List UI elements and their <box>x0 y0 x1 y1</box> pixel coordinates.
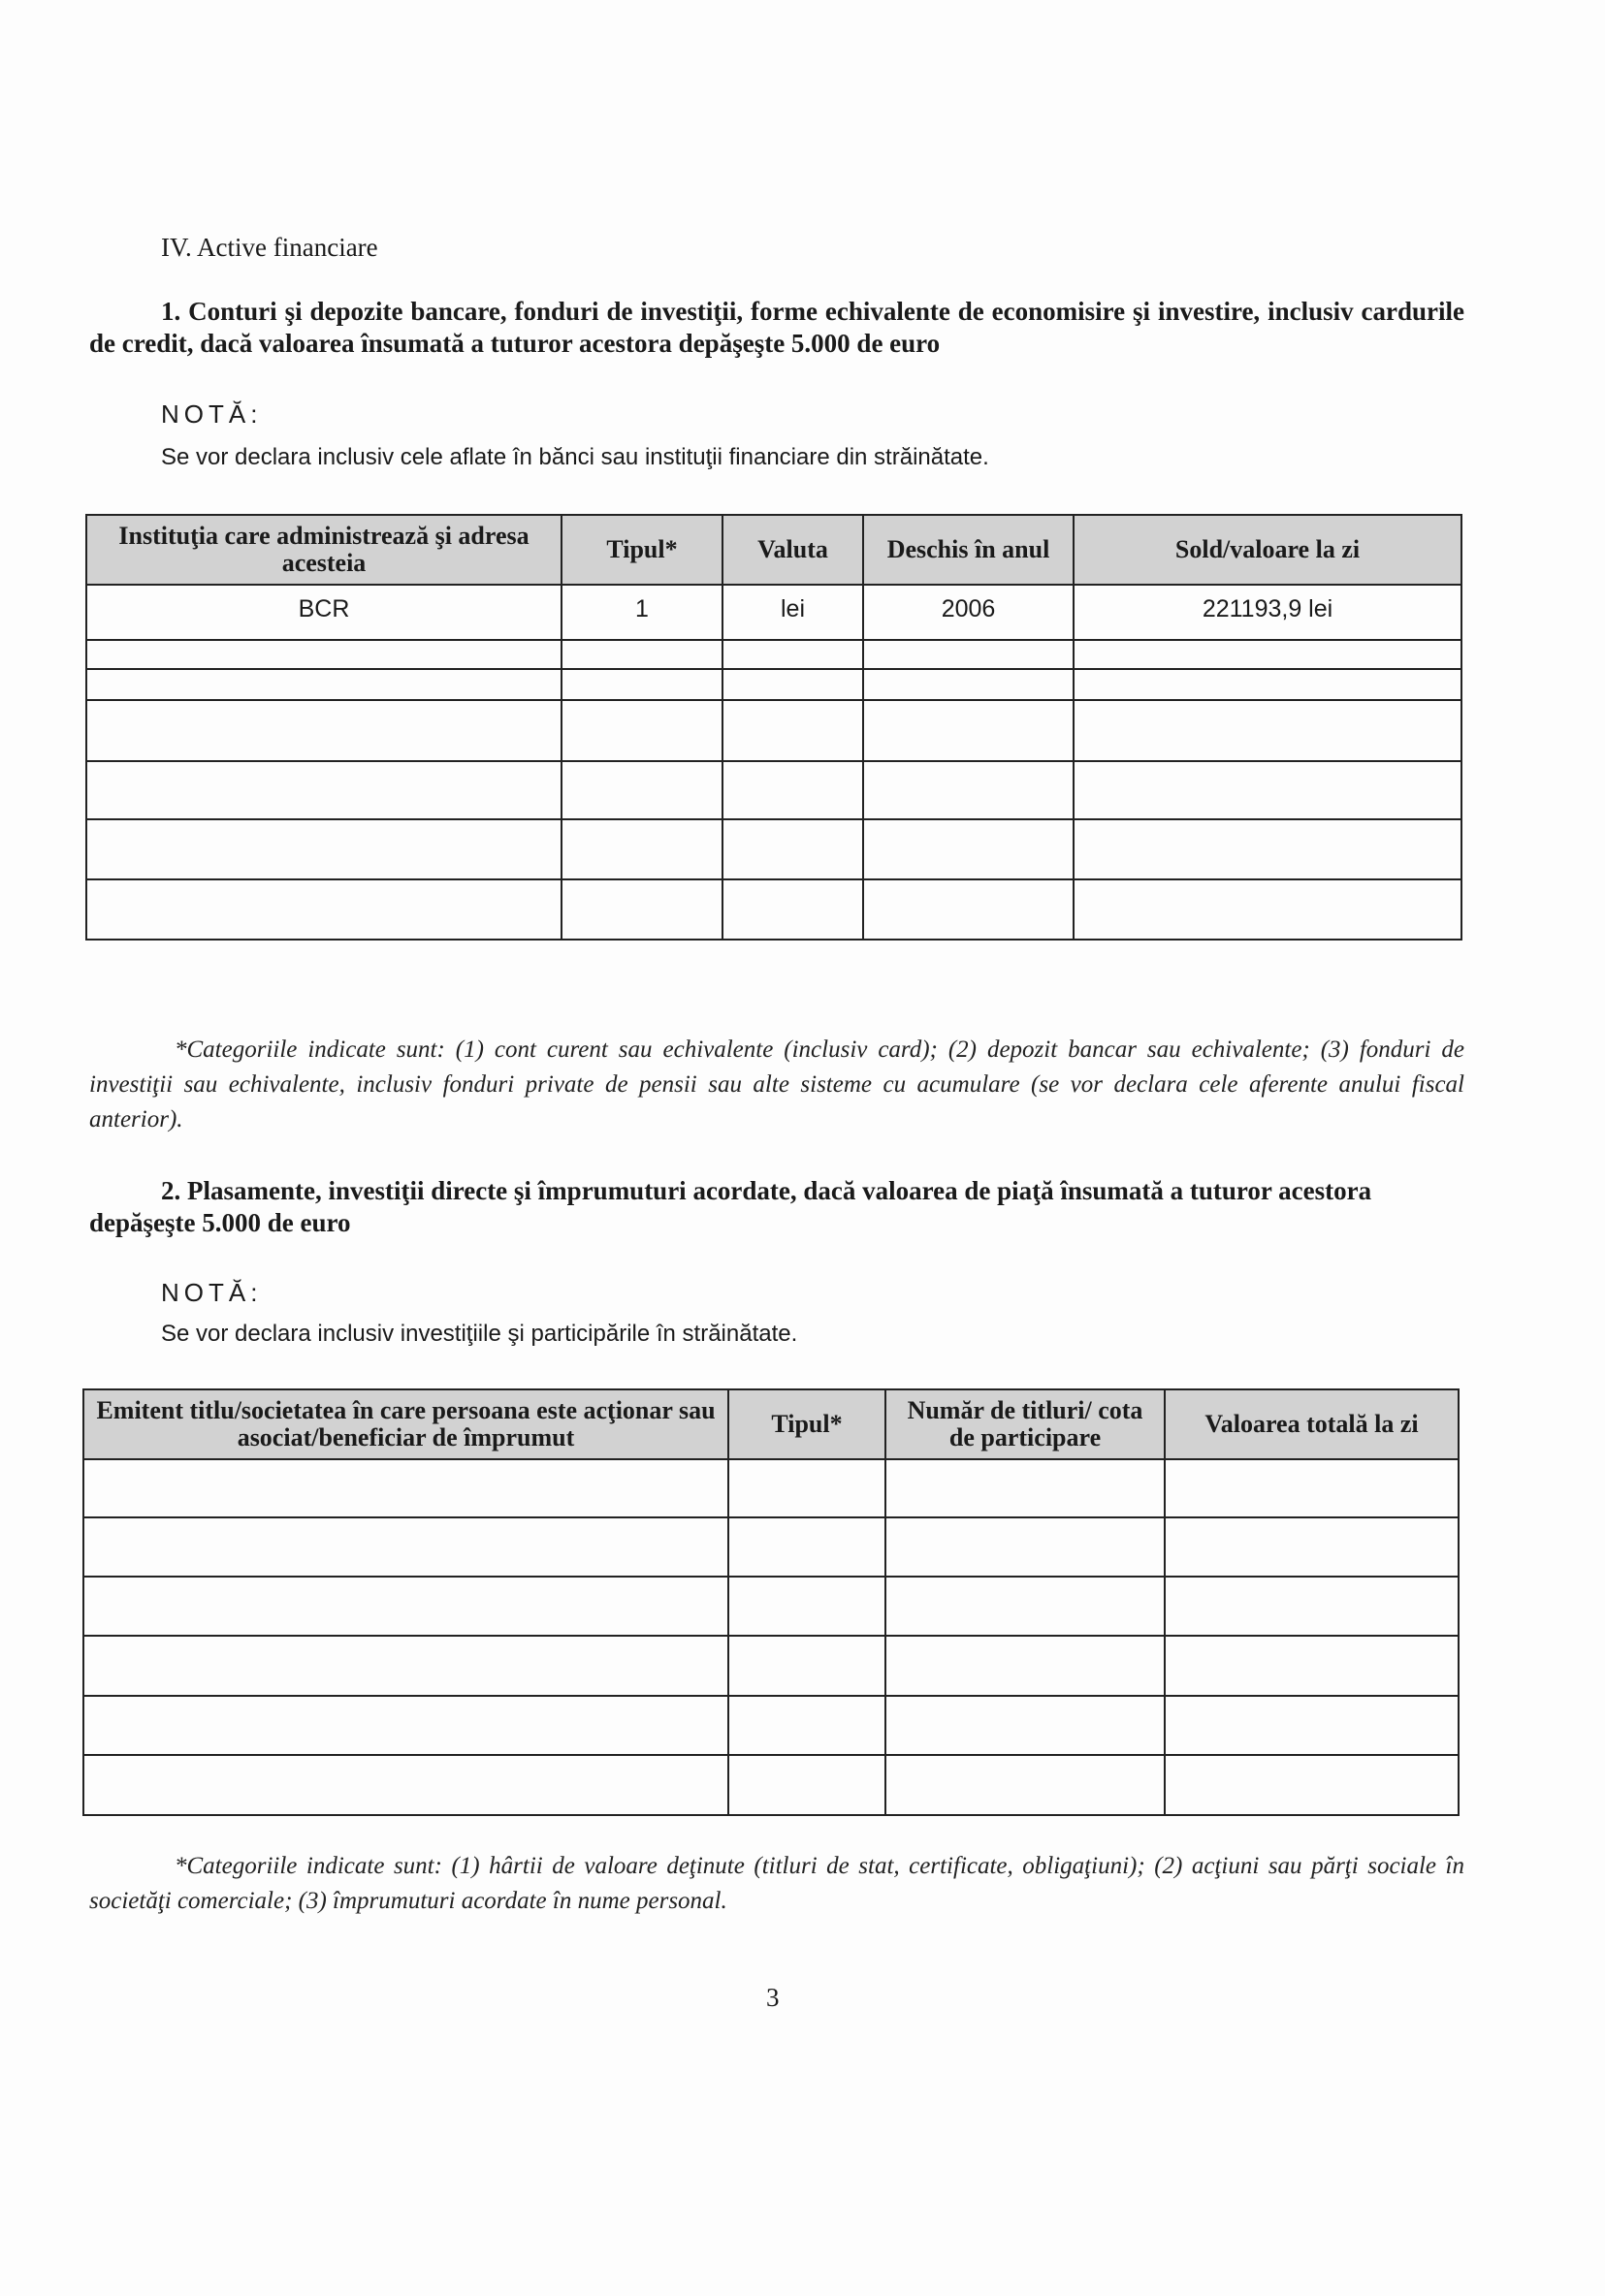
column-header-issuer: Emitent titlu/societatea în care persoana este acţionar sau asociat/beneficiar de împrumut <box>83 1389 728 1459</box>
table-cell <box>1074 879 1461 940</box>
table-row <box>86 640 1461 669</box>
nota-1-label: NOTĂ: <box>161 399 263 429</box>
table-row <box>86 761 1461 819</box>
table-cell: 221193,9 lei <box>1074 585 1461 640</box>
table-cell <box>863 819 1074 879</box>
table-cell: BCR <box>86 585 562 640</box>
table-cell <box>562 761 722 819</box>
footnote-2: *Categoriile indicate sunt: (1) hârtii de valoare deţinute (titluri de stat, certificate, obligaţiuni); (2) acţiuni sau părţi sociale în societăţi comerciale; (3) împrumuturi acordate în nume personal. <box>89 1853 1464 1914</box>
column-header-type: Tipul* <box>728 1389 885 1459</box>
footnote-1: *Categoriile indicate sunt: (1) cont curent sau echivalente (inclusiv card); (2) depozit bancar sau echivalente; (3) fonduri de investiţii sau echivalente, inclusiv fonduri private de pensii sau alte sisteme cu acumulare (se vor declara cele aferente anului fiscal anterior). <box>89 1036 1464 1132</box>
table-cell <box>86 669 562 700</box>
table-cell <box>885 1517 1165 1577</box>
table-cell <box>86 761 562 819</box>
table-row <box>86 669 1461 700</box>
nota-2-text: Se vor declara inclusiv investiţiile şi participările în străinătate. <box>161 1321 798 1347</box>
bank-accounts-table <box>85 514 1462 941</box>
table-cell <box>86 819 562 879</box>
table-cell <box>722 819 863 879</box>
table-cell <box>863 640 1074 669</box>
table-cell <box>863 879 1074 940</box>
table-cell <box>562 669 722 700</box>
table-cell <box>722 669 863 700</box>
column-header-balance: Sold/valoare la zi <box>1074 515 1461 585</box>
table-cell: 2006 <box>863 585 1074 640</box>
table-cell <box>83 1755 728 1815</box>
table-cell <box>562 819 722 879</box>
nota-1-text: Se vor declara inclusiv cele aflate în bănci sau instituţii financiare din străinătate. <box>161 444 989 470</box>
table-cell <box>1074 761 1461 819</box>
column-header-shares-count: Număr de titluri/ cota de participare <box>885 1389 1165 1459</box>
subsection-1-heading: 1. Conturi şi depozite bancare, fonduri de investiţii, forme echivalente de economisire şi investire, inclusiv cardurile de credit, dacă valoarea însumată a tuturor acestora depăşeşte 5.000 de euro <box>89 297 1464 358</box>
table-cell <box>83 1517 728 1577</box>
table-header-row <box>83 1389 1459 1459</box>
investments-table <box>82 1388 1460 1816</box>
table-row <box>86 819 1461 879</box>
table-cell <box>728 1459 885 1517</box>
table-cell <box>885 1755 1165 1815</box>
table-row <box>83 1577 1459 1636</box>
table-cell <box>1165 1517 1459 1577</box>
column-header-institution: Instituţia care administrează şi adresa acesteia <box>86 515 562 585</box>
table-cell <box>562 879 722 940</box>
table-cell <box>722 879 863 940</box>
table-cell <box>728 1636 885 1696</box>
table-cell <box>1074 669 1461 700</box>
table-row <box>86 585 1461 640</box>
table-cell <box>728 1696 885 1755</box>
table-cell <box>885 1577 1165 1636</box>
table-cell <box>83 1459 728 1517</box>
column-header-total-value: Valoarea totală la zi <box>1165 1389 1459 1459</box>
nota-2-label: NOTĂ: <box>161 1278 263 1307</box>
column-header-currency: Valuta <box>722 515 863 585</box>
table-cell <box>1165 1696 1459 1755</box>
table-cell <box>863 700 1074 761</box>
table-cell <box>1074 700 1461 761</box>
table-cell <box>83 1636 728 1696</box>
column-header-type: Tipul* <box>562 515 722 585</box>
table-cell <box>722 640 863 669</box>
table-cell <box>1074 819 1461 879</box>
table-cell <box>885 1459 1165 1517</box>
table-cell <box>1165 1755 1459 1815</box>
section-title: IV. Active financiare <box>161 233 378 262</box>
table-row <box>83 1755 1459 1815</box>
table-cell <box>86 879 562 940</box>
table-cell <box>1165 1636 1459 1696</box>
table-cell <box>722 761 863 819</box>
column-header-opened-year: Deschis în anul <box>863 515 1074 585</box>
table-cell <box>728 1577 885 1636</box>
table-row <box>83 1517 1459 1577</box>
table-cell <box>885 1696 1165 1755</box>
table-cell: lei <box>722 585 863 640</box>
table-cell <box>562 700 722 761</box>
table-cell: 1 <box>562 585 722 640</box>
table-cell <box>1074 640 1461 669</box>
table-header-row <box>86 515 1461 585</box>
table-cell <box>885 1636 1165 1696</box>
table-cell <box>83 1696 728 1755</box>
table-cell <box>562 640 722 669</box>
table-cell <box>728 1517 885 1577</box>
table-cell <box>722 700 863 761</box>
table-cell <box>83 1577 728 1636</box>
table-cell <box>86 640 562 669</box>
table-row <box>86 879 1461 940</box>
table-cell <box>728 1755 885 1815</box>
subsection-2-heading: 2. Plasamente, investiţii directe şi împrumuturi acordate, dacă valoarea de piaţă însumată a tuturor acestora depăşeşte 5.000 de euro <box>89 1176 1372 1237</box>
table-row <box>83 1459 1459 1517</box>
table-row <box>86 700 1461 761</box>
table-row <box>83 1696 1459 1755</box>
table-cell <box>863 761 1074 819</box>
page-number: 3 <box>766 1983 780 2012</box>
table-cell <box>1165 1459 1459 1517</box>
table-cell <box>86 700 562 761</box>
table-cell <box>1165 1577 1459 1636</box>
table-cell <box>863 669 1074 700</box>
table-row <box>83 1636 1459 1696</box>
